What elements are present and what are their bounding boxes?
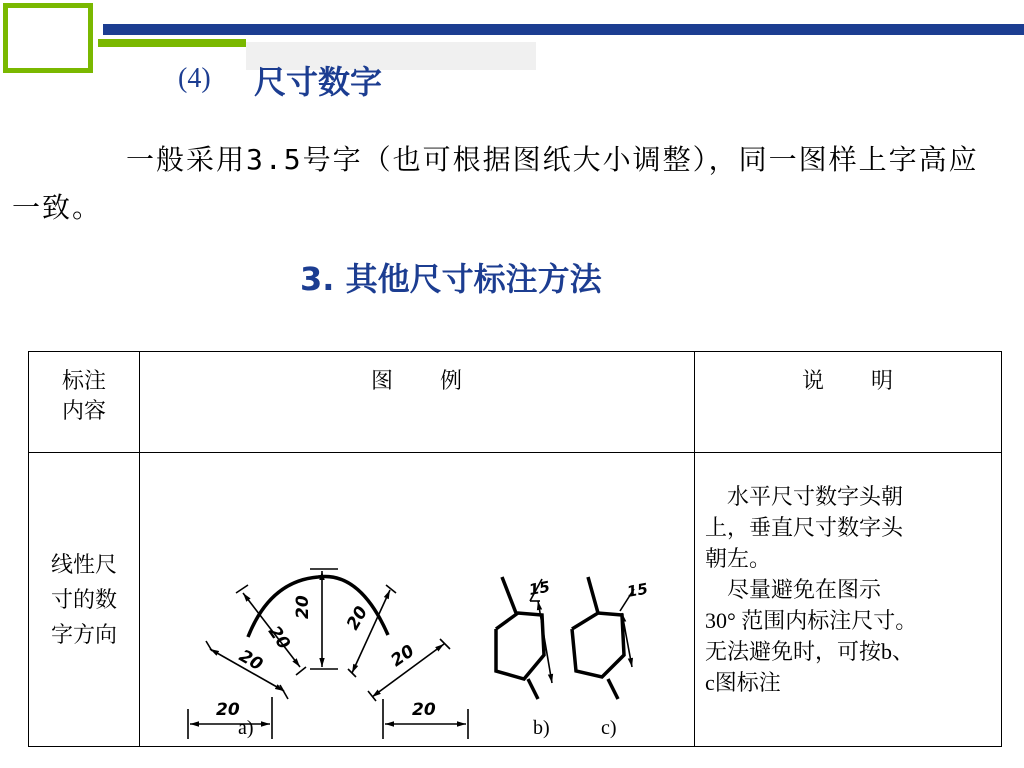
decorative-square [3, 3, 93, 73]
dim-label-oblique-right-upper: 20 [343, 602, 373, 634]
subsection-heading: 3. 其他尺寸标注方法 [300, 260, 602, 298]
table-header-row [29, 352, 1002, 453]
table-row [29, 453, 1002, 747]
decorative-bar-green [98, 39, 246, 47]
row-content-cell [29, 453, 140, 747]
header-content-line2: 内容 [61, 398, 106, 423]
row-example-cell [140, 453, 695, 747]
description-line: 30° 范围内标注尺寸。 [705, 608, 918, 633]
dim-label-oblique-left-lower: 20 [235, 646, 267, 676]
description-line: c图标注 [705, 670, 781, 695]
dim-vertical-top [310, 569, 338, 669]
dim-label-vertical: 20 [293, 595, 313, 619]
row-content-line: 线性尺 [50, 552, 117, 577]
row-content-line: 字方向 [50, 622, 117, 647]
header-content-line1: 标注 [61, 368, 106, 393]
dim-label-horizontal-right: 20 [412, 700, 436, 720]
body-paragraph: 一般采用3.5号字（也可根据图纸大小调整），同一图样上字高应一致。 [12, 143, 979, 224]
section-number: (4) [178, 63, 211, 94]
dimension-table [28, 351, 1002, 747]
header-description-cell: 说 明 [695, 352, 1002, 453]
dim-label-horizontal-left: 20 [216, 700, 240, 720]
label-a: a) [238, 717, 254, 739]
description-line: 无法避免时，可按b、 [705, 639, 915, 664]
row-description-cell [695, 453, 1002, 747]
description-line: 尽量避免在图示 [727, 577, 882, 602]
label-c: c) [601, 717, 617, 739]
section-title: 尺寸数字 [254, 63, 383, 101]
header-content-cell [29, 352, 140, 453]
description-line: 朝左。 [705, 546, 772, 571]
decorative-bar-blue [103, 24, 1024, 35]
dim-label-figure-b: 15 [527, 577, 552, 599]
dim-label-oblique-right-lower: 20 [387, 641, 419, 672]
header-example-cell: 图 例 [140, 352, 695, 453]
figure-c [572, 577, 634, 699]
description-line: 上，垂直尺寸数字头 [705, 515, 904, 540]
label-b: b) [533, 717, 550, 739]
dimension-example-figure [140, 453, 694, 761]
description-line: 水平尺寸数字头朝 [727, 484, 904, 509]
row-content-line: 寸的数 [50, 587, 117, 612]
dim-label-figure-c: 15 [625, 579, 650, 601]
dim-label-oblique-left-upper: 20 [263, 622, 294, 654]
